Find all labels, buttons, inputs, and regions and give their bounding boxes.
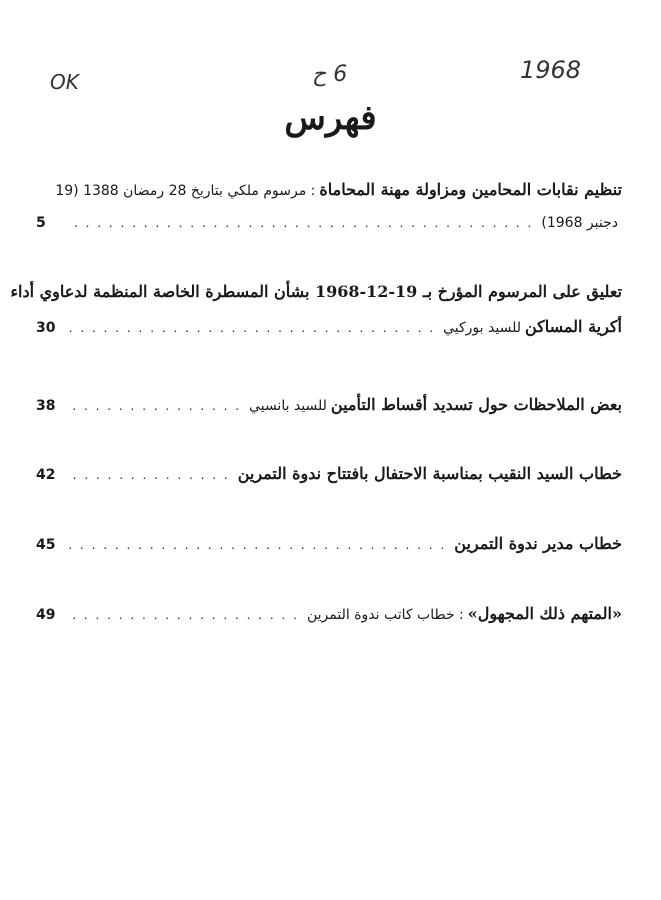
handwritten-ok-note: OK [50,70,79,94]
handwritten-code-note: 6 ح [312,62,348,87]
toc-entry-5-title: خطاب مدير ندوة التمرين [454,534,622,553]
toc-entry-1-subtitle: : مرسوم ملكي بتاريخ 28 رمضان 1388 (19 [55,183,316,199]
toc-entry-4-line-1 [36,464,622,483]
toc-entry-5-page-number: 45 [36,537,56,553]
toc-entry-6[interactable] [36,604,622,623]
toc-entry-1-continuation: دجنبر 1968) [541,215,618,231]
toc-entry-3-page-number: 38 [36,398,56,414]
toc-entry-5[interactable] [36,534,622,553]
toc-entry-6-line-1 [36,604,622,623]
toc-entry-2[interactable] [10,282,622,336]
toc-entry-2-leader-dots [66,321,435,335]
toc-entry-6-title: «المتهم ذلك المجهول» [467,604,622,623]
toc-entry-5-line-1 [36,534,622,553]
toc-entry-2-author: للسيد بوركيي [443,320,521,336]
toc-entry-2-line-1 [10,282,622,301]
toc-entry-3-leader-dots [66,399,241,413]
toc-entry-5-leader-dots [66,538,446,552]
toc-entry-1[interactable] [36,180,622,231]
toc-entry-6-leader-dots [66,608,299,622]
toc-entry-2-title-continuation: أكرية المساكن [524,317,622,336]
toc-entry-2-line-2 [36,317,622,336]
toc-entry-4-leader-dots [66,468,230,482]
toc-entry-3-author: للسيد بانسيي [249,398,327,414]
toc-entry-3-title: بعض الملاحظات حول تسديد أقساط التأمين [330,395,622,414]
toc-entry-1-line-2 [36,215,622,231]
toc-entry-1-page-number: 5 [36,215,46,231]
toc-entry-1-leader-dots [66,216,533,230]
toc-entry-4[interactable] [36,464,622,483]
toc-entry-4-title: خطاب السيد النقيب بمناسبة الاحتفال بافتتاح ندوة التمرين [237,464,622,483]
toc-entry-6-page-number: 49 [36,607,56,623]
toc-entry-6-subtitle: : خطاب كاتب ندوة التمرين [307,607,464,623]
handwritten-year-note: 1968 [520,56,582,84]
toc-entry-3-line-1 [36,395,622,414]
toc-entry-1-title: تنظيم نقابات المحامين ومزاولة مهنة المحاماة [319,180,622,199]
toc-entry-4-page-number: 42 [36,467,56,483]
toc-entry-1-line-1 [36,180,622,199]
toc-entry-3[interactable] [36,395,622,414]
toc-entry-2-page-number: 30 [36,320,56,336]
page-title: فهرس [284,98,377,138]
toc-entry-2-title: تعليق على المرسوم المؤرخ بـ 19-12-1968 بشأن المسطرة الخاصة المنظمة لدعاوي أداء [10,282,622,301]
